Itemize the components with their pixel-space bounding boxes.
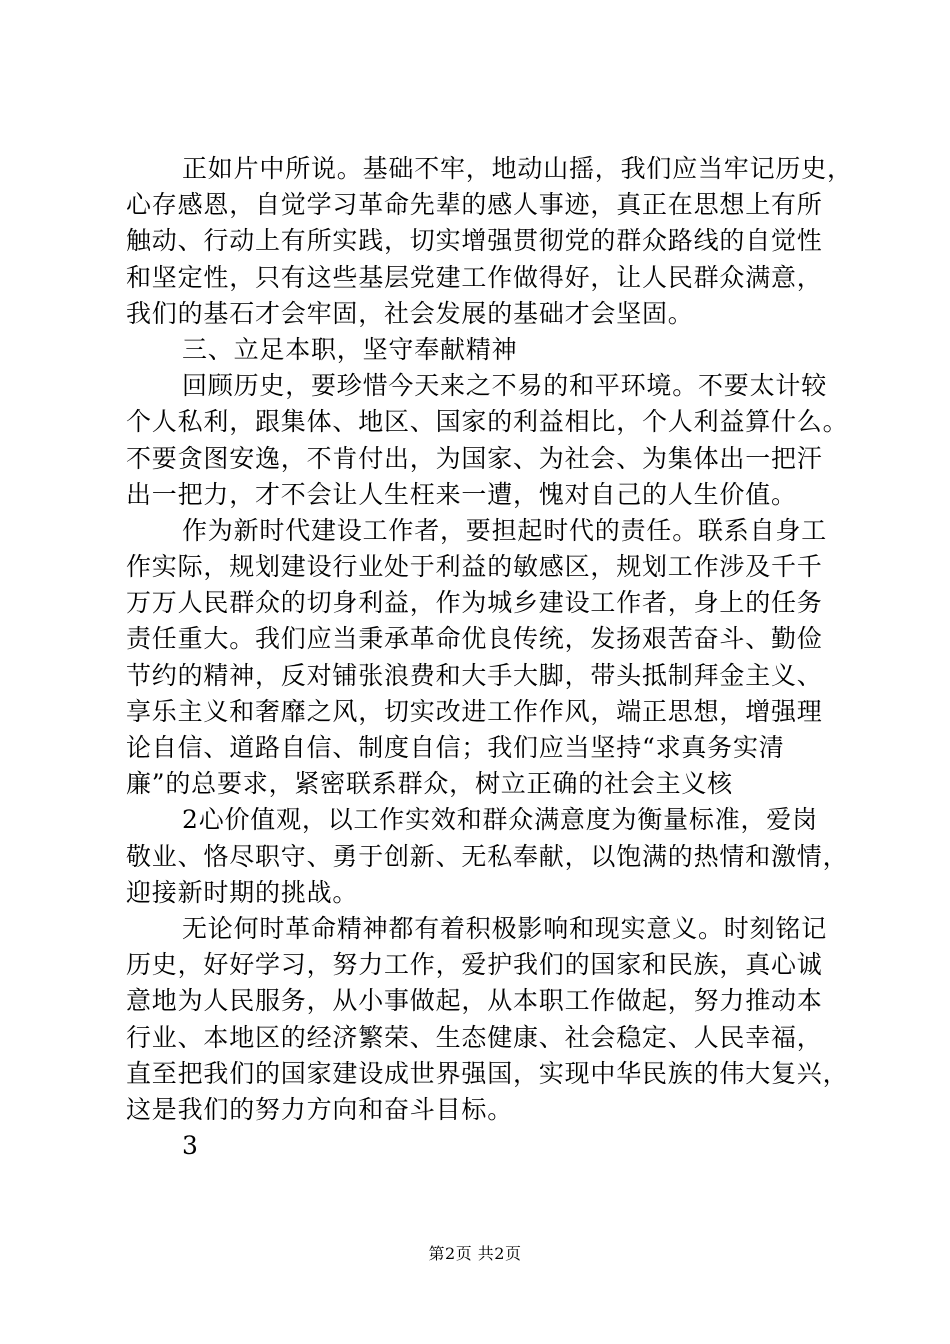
text-line: 不要贪图安逸，不肯付出，为国家、为社会、为集体出一把汗 [126,443,823,473]
text-line: 这是我们的努力方向和奋斗目标。 [126,1094,514,1124]
document-body [126,151,853,1164]
text-line: 万万人民群众的切身利益，作为城乡建设工作者，身上的任务 [126,588,823,618]
text-line: 2心价值观，以工作实效和群众满意度为衡量标准，爱岗 [182,805,818,835]
text-line: 正如片中所说。基础不牢，地动山摇，我们应当牢记历史， [182,154,853,183]
text-line: 作为新时代建设工作者，要担起时代的责任。联系自身工 [182,515,828,545]
text-line: 迎接新时期的挑战。 [126,877,359,907]
text-line: 心存感恩，自觉学习革命先辈的感人事迹，真正在思想上有所 [126,190,823,220]
text-line: 和坚定性，只有这些基层党建工作做得好，让人民群众满意， [126,262,823,292]
text-line: 廉”的总要求，紧密联系群众，树立正确的社会主义核 [126,769,733,799]
text-line: 直至把我们的国家建设成世界强国，实现中华民族的伟大复兴， [126,1058,849,1088]
inline-page-number: 3 [182,1131,199,1161]
text-line: 无论何时革命精神都有着积极影响和现实意义。时刻铭记 [182,913,828,943]
text-line: 出一把力，才不会让人生枉来一遭，愧对自己的人生价值。 [126,479,797,509]
text-line: 个人私利，跟集体、地区、国家的利益相比，个人利益算什么。 [126,407,849,437]
text-line: 触动、行动上有所实践，切实增强贯彻党的群众路线的自觉性 [126,226,823,256]
text-line: 我们的基石才会牢固，社会发展的基础才会坚固。 [126,298,694,328]
text-line: 节约的精神，反对铺张浪费和大手大脚，带头抵制拜金主义、 [126,660,823,690]
text-line: 敬业、恪尽职守、勇于创新、无私奉献，以饱满的热情和激情， [126,841,849,871]
text-line: 责任重大。我们应当秉承革命优良传统，发扬艰苦奋斗、勤俭 [126,624,823,654]
text-line: 行业、本地区的经济繁荣、生态健康、社会稳定、人民幸福， [126,1022,823,1052]
page-footer: 第2页 共2页 [428,1244,522,1263]
text-line: 论自信、道路自信、制度自信；我们应当坚持“求真务实清 [126,733,785,762]
text-line: 回顾历史，要珍惜今天来之不易的和平环境。不要太计较 [182,371,828,401]
section-heading: 三、立足本职，坚守奉献精神 [182,334,518,364]
text-line: 作实际，规划建设行业处于利益的敏感区，规划工作涉及千千 [126,552,823,582]
text-line: 意地为人民服务，从小事做起，从本职工作做起，努力推动本 [126,986,823,1016]
text-line: 历史，好好学习，努力工作，爱护我们的国家和民族，真心诚 [126,950,823,980]
text-line: 享乐主义和奢靡之风，切实改进工作作风，端正思想，增强理 [126,696,823,726]
